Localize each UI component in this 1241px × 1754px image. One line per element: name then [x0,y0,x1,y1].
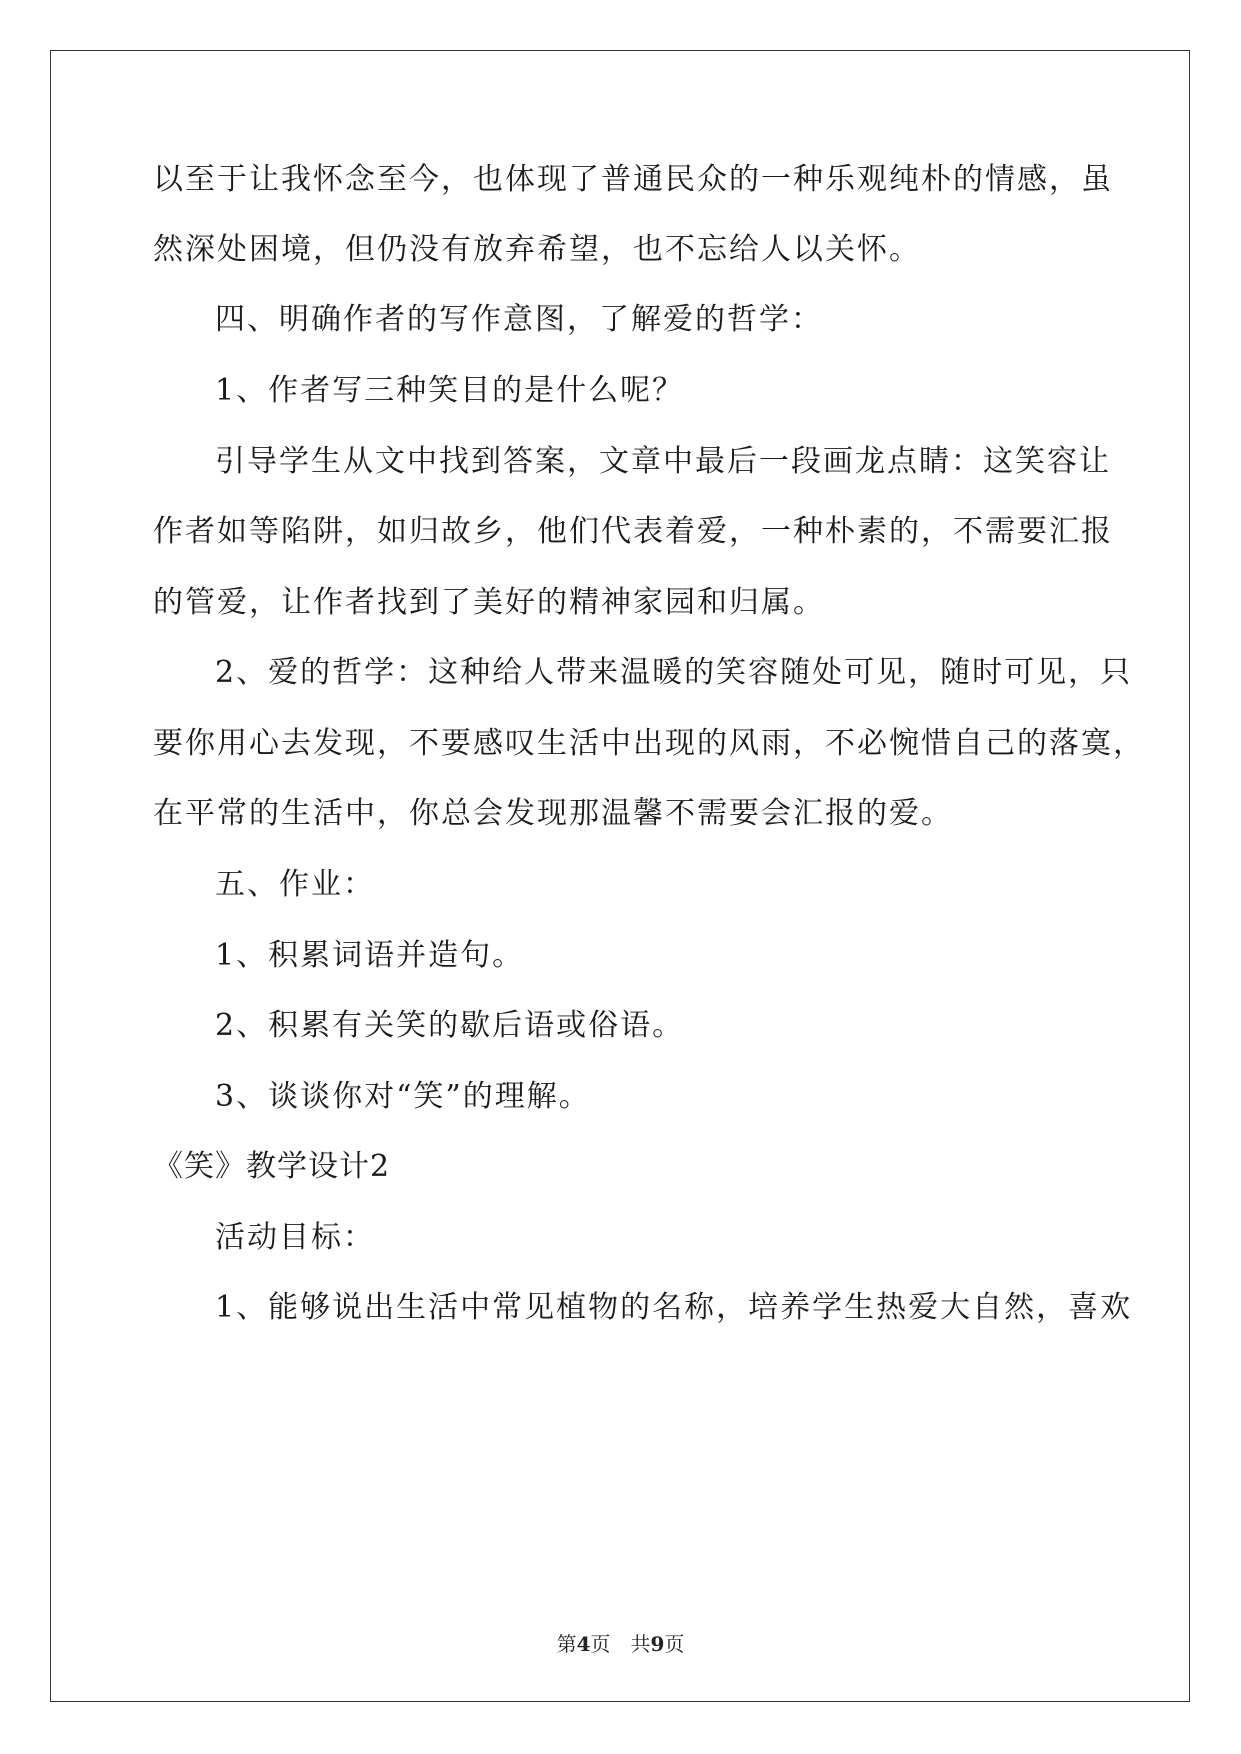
paragraph-line: 在平常的生活中，你总会发现那温馨不需要会汇报的爱。 [153,796,953,831]
page-footer [0,1632,1241,1656]
paragraph-line: 引导学生从文中找到答案，文章中最后一段画龙点睛：这笑容让 [215,444,1111,479]
section-heading: 活动目标： [215,1220,375,1255]
section-heading: 五、作业： [215,867,375,902]
footer-page-suffix: 页 [590,1632,611,1656]
current-page-number: 4 [576,1632,591,1656]
paragraph-line: 作者如等陷阱，如归故乡，他们代表着爱，一种朴素的，不需要汇报 [153,514,1113,549]
paragraph-line: 2、爱的哲学：这种给人带来温暖的笑容随处可见，随时可见，只 [215,655,1133,690]
footer-total-suffix: 页 [664,1632,685,1656]
paragraph-line: 的管爱，让作者找到了美好的精神家园和归属。 [153,585,825,620]
list-item: 1、能够说出生活中常见植物的名称，培养学生热爱大自然，喜欢 [215,1290,1133,1325]
footer-prefix: 第 [556,1632,577,1656]
list-item: 1、积累词语并造句。 [215,938,525,973]
list-item: 3、谈谈你对“笑”的理解。 [215,1079,591,1114]
list-item: 2、积累有关笑的歇后语或俗语。 [215,1008,685,1043]
section-heading: 四、明确作者的写作意图，了解爱的哲学： [215,302,823,337]
document-title: 《笑》教学设计2 [153,1149,391,1184]
paragraph-line: 以至于让我怀念至今，也体现了普通民众的一种乐观纯朴的情感，虽 [153,162,1113,197]
paragraph-line: 然深处困境，但仍没有放弃希望，也不忘给人以关怀。 [153,232,921,267]
question-line: 1、作者写三种笑目的是什么呢？ [215,373,685,408]
total-page-number: 9 [650,1632,665,1656]
paragraph-line: 要你用心去发现，不要感叹生活中出现的风雨，不必惋惜自己的落寞， [153,726,1145,761]
footer-total-prefix: 共 [630,1632,651,1656]
